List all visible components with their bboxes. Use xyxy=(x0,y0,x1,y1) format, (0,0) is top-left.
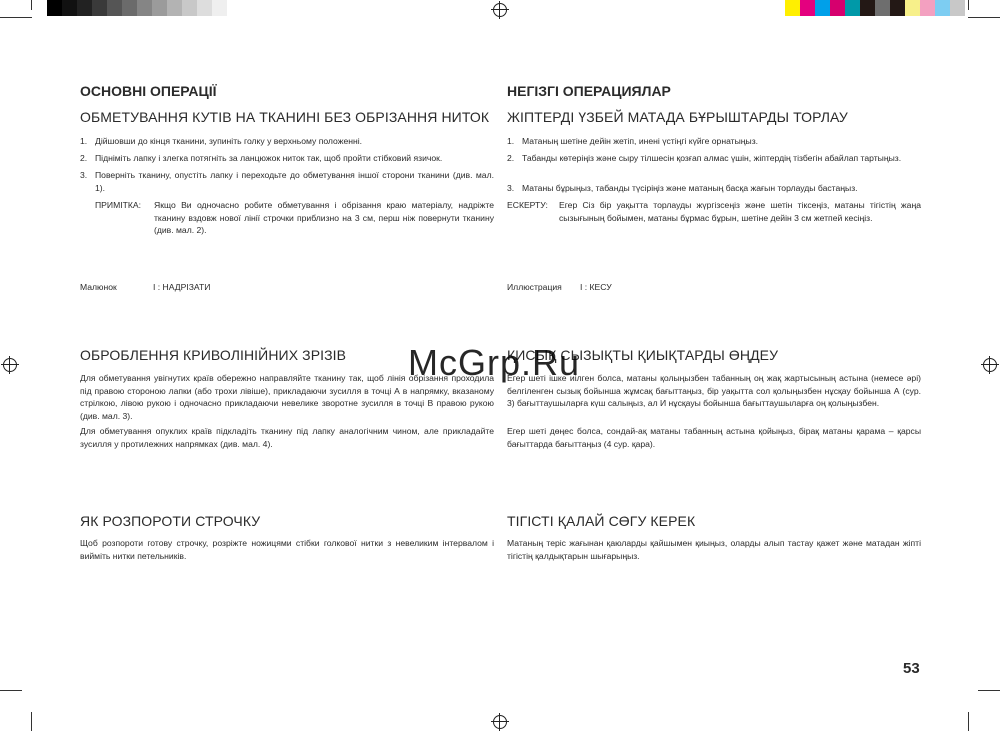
registration-mark-icon xyxy=(983,358,997,372)
crop-mark xyxy=(0,17,32,18)
figure-label: Малюнок xyxy=(80,282,117,292)
paragraph: Для обметування опуклих країв підкладіть тканину під лапку аналогічним чином, але прикладайте зусилля у протилежних напрямках (див. мал. 4). xyxy=(80,426,494,449)
section-heading: ОСНОВНІ ОПЕРАЦІЇ xyxy=(80,83,217,99)
paragraph: Егер шеті ішке иілген болса, матаны қолыңызбен табанның оң жақ жартысының астына (немесе әрі) белгіленген сызық бойынша жұмсақ бағыттаңыз, бір уақытта сол қолыңызбен нұсқау бойынша А (сур. 3) бағыттаушыларға күш салыңыз, ал И нұсқауы бойынша бағыттаушыларға оң қолыңызбен. xyxy=(507,373,921,408)
registration-mark-icon xyxy=(493,715,507,729)
crop-mark xyxy=(968,0,969,10)
figure-caption: I : КЕСУ xyxy=(580,282,612,292)
registration-mark-icon xyxy=(493,3,507,17)
color-swatch xyxy=(47,0,62,16)
figure-label: Иллюстрация xyxy=(507,282,562,292)
section-heading: НЕГІЗГІ ОПЕРАЦИЯЛАР xyxy=(507,83,671,99)
paragraph: Щоб розпороти готову строчку, розріжте ножицями стібки голкової нитки з невеликим інтервалом і вийміть нитки петельників. xyxy=(80,538,494,561)
figure-caption: I : НАДРІЗАТИ xyxy=(153,282,211,292)
section-title: ОБРОБЛЕННЯ КРИВОЛІНІЙНИХ ЗРІЗІВ xyxy=(80,347,347,363)
paragraph: Егер шеті дөңес болса, сондай-ақ матаны табанның астына қойыңыз, бірақ матаны қарама – қарсы бағыттарда бағыттаңыз (4 сур. қара). xyxy=(507,426,921,449)
note-label: ЕСКЕРТУ: xyxy=(507,200,548,210)
section-title: ЖІПТЕРДІ ҮЗБЕЙ МАТАДА БҰРЫШТАРДЫ ТОРЛАУ xyxy=(507,109,848,125)
color-swatch xyxy=(62,0,77,16)
section-title: ТІГІСТІ ҚАЛАЙ СӨГУ КЕРЕК xyxy=(507,513,696,529)
paragraph: Для обметування увігнутих країв обережно направляйте тканину так, щоб лінія обрізання проходила під правою стороною лапки (або трохи лівіше), прикладаючи зусилля в точці А в напрямку, вказаному стрілкою, лівою рукою і одночасно прикладаючи невелике зворотне зусилля в точці В правою рукою (див. мал. 3). xyxy=(80,373,494,421)
page-number: 53 xyxy=(903,660,920,677)
note-text: Егер Сіз бір уақытта торлауды жүргізсеңіз және шетін тіксеңіз, матаны тігістің жаңа сызығының бойымен, матаны бұрмас бұрын, шетіне дейін 3 см жетпей кесіңіз. xyxy=(559,200,921,223)
section-title: ЯК РОЗПОРОТИ СТРОЧКУ xyxy=(80,513,261,529)
crop-mark xyxy=(968,712,969,731)
crop-mark xyxy=(31,0,32,10)
paragraph: Матаның теріс жағынан қаюларды қайшымен қиыңыз, оларды алып тастау қажет және матадан жіпті тігістің қалдықтарын шығарыңыз. xyxy=(507,538,921,561)
color-swatch xyxy=(920,0,935,16)
crop-mark xyxy=(978,690,1000,691)
watermark: McGrp.Ru xyxy=(408,342,581,383)
right-column: НЕГІЗГІ ОПЕРАЦИЯЛАР ЖІПТЕРДІ ҮЗБЕЙ МАТАДА БҰРЫШТАРДЫ ТОРЛАУ 1. Матаның шетіне дейін жетіп, инені үстіңгі күйге орнатыңыз. 2. Табанды көтеріңіз және сыру тілшесін қозғап алмас үшін, жіптердің тізбегін абайлап тартыңыз. 3. Матаны бұрыңыз, табанды түсіріңіз және матаның басқа жағын торлауды бастаңыз. ЕСКЕРТУ: Егер Сіз бір уақытта торлауды жүргізсеңіз және шетін тіксеңіз, матаны тігістің жаңа сызығының бойымен, матаны бұрмас бұрын, шетіне дейін 3 см жетпей кесіңіз. Иллюстрация I : КЕСУ ҚИСЫҚ СЫЗЫҚТЫ ҚИЫҚТАРДЫ ӨҢДЕУ Егер шеті ішке иілген болса, матаны қолыңызбен табанның оң жақ жартысының астына (немесе әрі) белгіленген сызық бойынша жұмсақ бағыттаңыз, бір уақытта сол қолыңызбен нұсқау бойынша А (сур. 3) бағыттаушыларға күш салыңыз, ал И нұсқауы бойынша бағыттаушыларға оң қолыңызбен. Егер шеті дөңес болса, сондай-ақ матаны табанның астына қойыңыз, бірақ матаны қарама – қарсы бағыттарда бағыттаңыз (4 сур. қара). ТІГІСТІ ҚАЛАЙ СӨГУ КЕРЕК Матаның теріс жағынан қаюларды қайшымен қиыңыз, оларды алып тастау қажет және матадан жіпті тігістің қалдықтарын шығарыңыз. xyxy=(507,83,921,561)
registration-mark-icon xyxy=(3,358,17,372)
section-title: ҚИСЫҚ СЫЗЫҚТЫ ҚИЫҚТАРДЫ ӨҢДЕУ xyxy=(507,347,779,363)
section-title: ОБМЕТУВАННЯ КУТІВ НА ТКАНИНІ БЕЗ ОБРІЗАННЯ НИТОК xyxy=(80,109,490,125)
crop-mark xyxy=(968,17,1000,18)
note-text: Якщо Ви одночасно робите обметування і обрізання краю матеріалу, надріжте тканину вздовж нової лінії строчки приблизно на 3 см, перш ніж повернути тканину (див. мал. 2). xyxy=(154,200,494,235)
note-label: ПРИМІТКА: xyxy=(95,200,142,210)
left-column: ОСНОВНІ ОПЕРАЦІЇ ОБМЕТУВАННЯ КУТІВ НА ТКАНИНІ БЕЗ ОБРІЗАННЯ НИТОК 1. Дійшовши до кінця тканини, зупиніть голку у верхньому положенні. 2. Підніміть лапку і злегка потягніть за ланцюжок ниток так, щоб пройти стібковий язичок. 3. Поверніть тканину, опустіть лапку і переходьте до обметування іншої сторони тканини (див. мал. 1). ПРИМІТКА: Якщо Ви одночасно робите обметування і обрізання краю матеріалу, надріжте тканину вздовж нової лінії строчки приблизно на 3 см, перш ніж повернути тканину (див. мал. 2). Малюнок I : НАДРІЗАТИ ОБРОБЛЕННЯ КРИВОЛІНІЙНИХ ЗРІЗІВ Для обметування увігнутих країв обережно направляйте тканину так, щоб лінія обрізання проходила під правою стороною лапки (або трохи лівіше), прикладаючи зусилля в точці А в напрямку, вказаному стрілкою, лівою рукою і одночасно прикладаючи невелике зворотне зусилля в точці В правою рукою (див. мал. 3). Для обметування опуклих країв підкладіть тканину під лапку аналогічним чином, але прикладайте зусилля у протилежних напрямках (див. мал. 4). ЯК РОЗПОРОТИ СТРОЧКУ Щоб розпороти готову строчку, розріжте ножицями стібки голкової нитки з невеликим інтервалом і вийміть нитки петельників. xyxy=(80,83,494,561)
color-swatch xyxy=(935,0,950,16)
color-swatch xyxy=(950,0,965,16)
crop-mark xyxy=(0,690,22,691)
crop-mark xyxy=(31,712,32,731)
